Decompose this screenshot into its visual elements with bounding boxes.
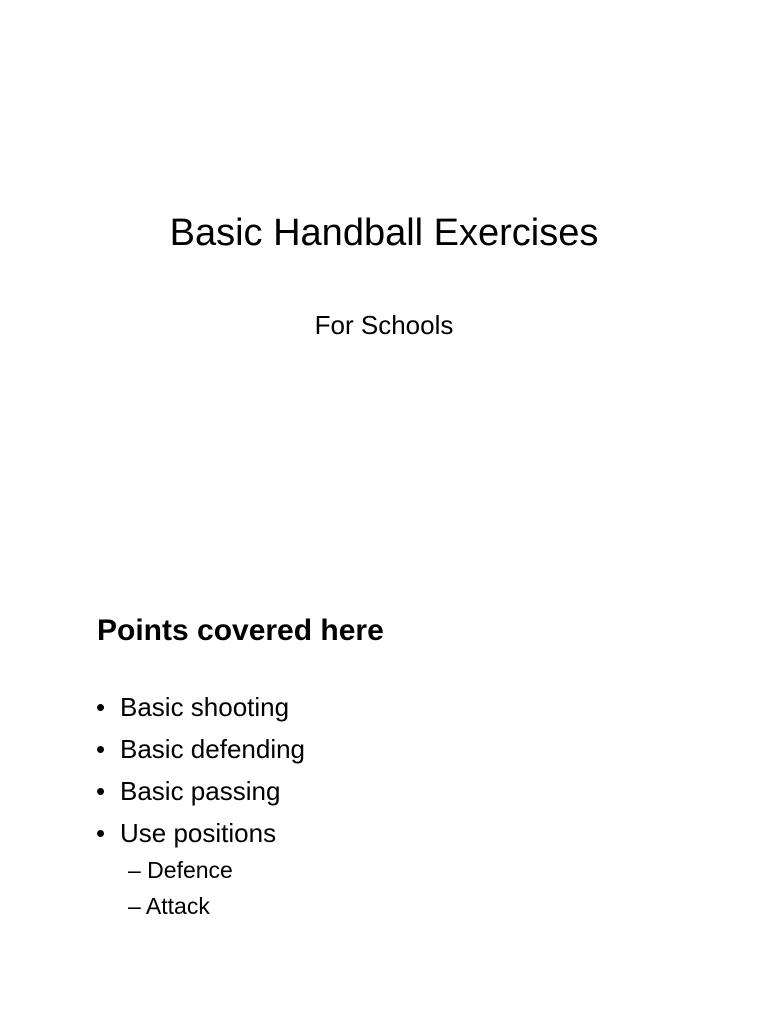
bullet-icon: • xyxy=(96,776,106,806)
bullet-list xyxy=(96,686,305,854)
slide-heading: Points covered here xyxy=(97,614,384,647)
list-item-text: Use positions xyxy=(120,818,277,848)
bullet-icon: • xyxy=(96,734,106,764)
sub-list-item: – Attack xyxy=(128,893,210,919)
slide-title: Basic Handball Exercises xyxy=(169,212,599,254)
list-item xyxy=(96,812,305,854)
list-item-text: Basic shooting xyxy=(120,692,290,722)
list-item-text: Basic passing xyxy=(120,776,281,806)
list-item xyxy=(96,770,305,812)
slide-subtitle: For Schools xyxy=(314,310,454,340)
sub-bullet-list xyxy=(128,852,233,924)
list-item xyxy=(96,686,305,728)
bullet-icon: • xyxy=(96,692,106,722)
content-slide xyxy=(0,512,768,1024)
bullet-icon: • xyxy=(96,818,106,848)
sub-list-item: – Defence xyxy=(128,857,233,883)
list-item xyxy=(96,728,305,770)
list-item-text: Basic defending xyxy=(120,734,306,764)
